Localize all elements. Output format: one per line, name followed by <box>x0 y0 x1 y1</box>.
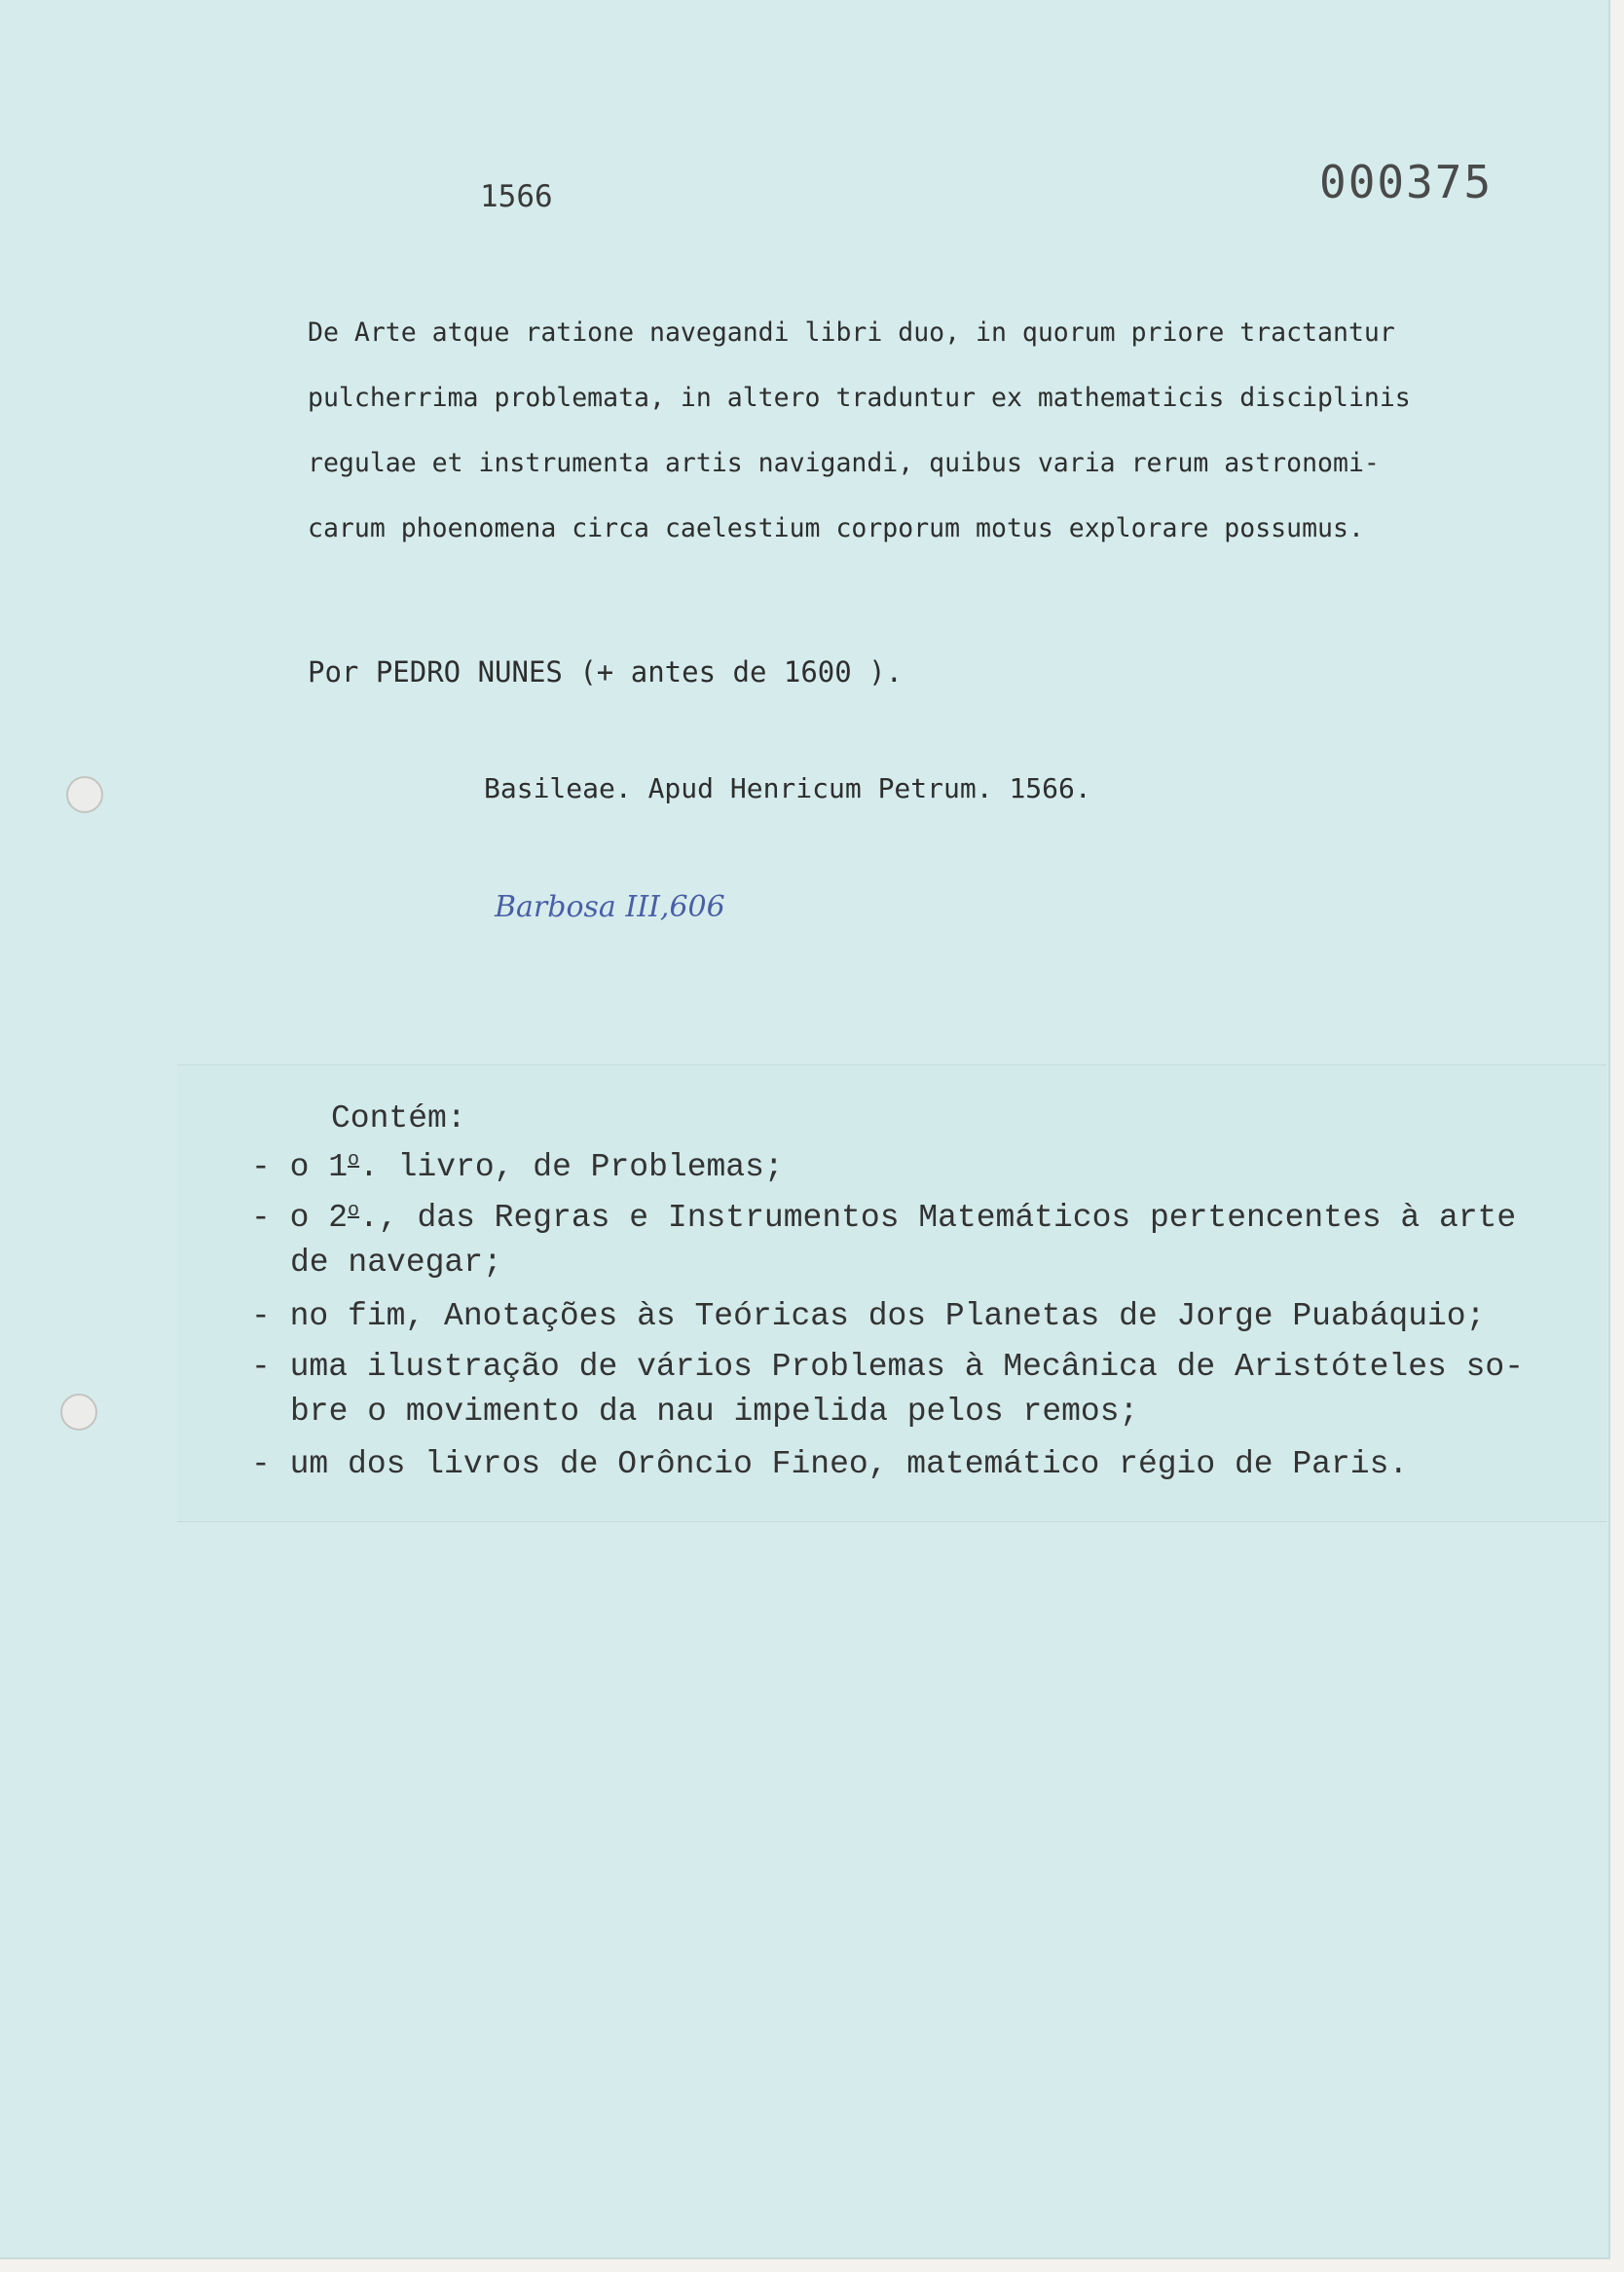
title-line-2: pulcherrima problemata, in altero traduntur ex mathematicis disciplinis <box>308 383 1411 413</box>
title-line-1: De Arte atque ratione navegandi libri duo, in quorum priore tractantur <box>308 317 1395 348</box>
ordinal-indicator: o <box>348 1149 360 1172</box>
catalog-number: 000375 <box>1319 156 1494 208</box>
imprint-line: Basileae. Apud Henricum Petrum. 1566. <box>484 772 1091 804</box>
contents-item-4: - uma ilustração de vários Problemas à Mecânica de Aristóteles so- <box>251 1349 1525 1385</box>
contents-item-1-text: . livro, de Problemas; <box>359 1149 784 1185</box>
author-line: Por PEDRO NUNES (+ antes de 1600 ). <box>308 655 904 689</box>
title-line-3: regulae et instrumenta artis navigandi, quibus varia rerum astronomi- <box>308 448 1380 478</box>
ordinal-indicator: o <box>348 1200 360 1222</box>
contents-item-2 <box>251 1200 1516 1236</box>
contents-heading: Contém: <box>331 1100 466 1136</box>
contents-item-5: - um dos livros de Orôncio Fineo, matemático régio de Paris. <box>251 1446 1409 1482</box>
handwritten-reference: Barbosa III,606 <box>495 890 725 924</box>
punch-hole-top <box>66 776 103 813</box>
contents-item-1 <box>251 1149 784 1185</box>
contents-item-2-prefix: - o 2 <box>251 1200 349 1236</box>
contents-item-4-continuation: bre o movimento da nau impelida pelos remos; <box>290 1394 1139 1430</box>
contents-item-1-prefix: - o 1 <box>251 1149 349 1185</box>
contents-item-2-continuation: de navegar; <box>290 1245 502 1281</box>
contents-item-2-text: ., das Regras e Instrumentos Matemáticos pertencentes à arte <box>359 1200 1517 1236</box>
publication-year: 1566 <box>480 179 553 214</box>
title-line-4: carum phoenomena circa caelestium corporum motus explorare possumus. <box>308 513 1364 543</box>
punch-hole-bottom <box>60 1394 97 1431</box>
contents-item-3: - no fim, Anotações às Teóricas dos Planetas de Jorge Puabáquio; <box>251 1298 1486 1334</box>
